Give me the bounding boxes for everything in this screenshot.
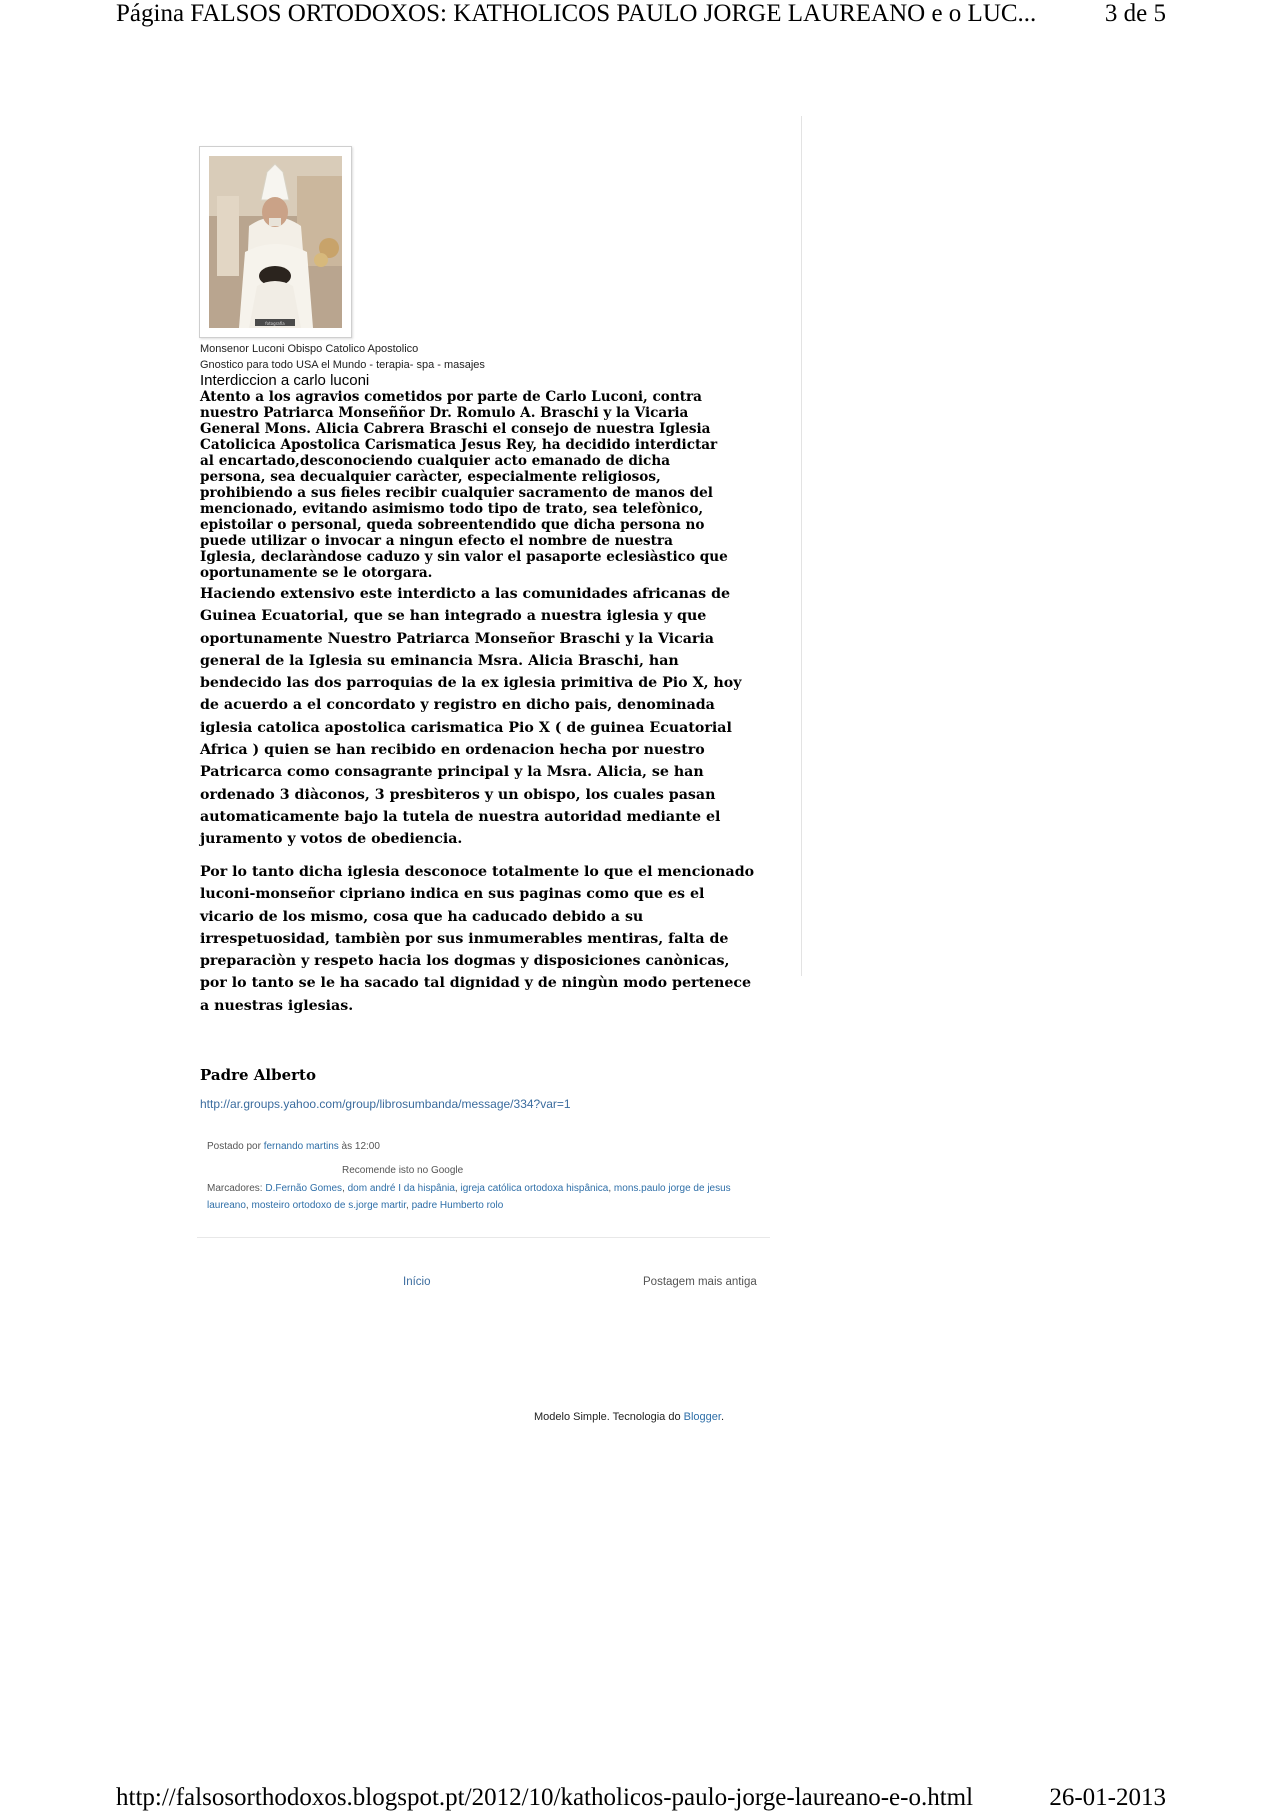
paragraph-line: iglesia catolica apostolica carismatica Pio X ( de guinea Ecuatorial — [200, 719, 732, 736]
label-link[interactable]: mons.paulo jorge de jesus laureano — [207, 1183, 731, 1211]
paragraph-line: bendecido las dos parroquias de la ex iglesia primitiva de Pio X, hoy — [200, 675, 742, 692]
paragraph-line: de acuerdo a el concordato y registro en dicho pais, denominada — [200, 697, 715, 714]
post-byline — [207, 1138, 757, 1155]
paragraph-line: nuestro Patriarca Monseññor Dr. Romulo A. Braschi y la Vicaria — [200, 405, 689, 421]
paragraph-line: al encartado,desconociendo cualquier acto emanado de dicha — [200, 453, 671, 469]
recommend-google[interactable]: Recomende isto no Google — [342, 1165, 464, 1176]
home-link[interactable]: Início — [403, 1276, 431, 1288]
paragraph-line: automaticamente bajo la tutela de nuestra autoridad mediante el — [200, 808, 721, 825]
caption-line-1: Monsenor Luconi Obispo Catolico Apostolico — [200, 343, 419, 355]
older-post-link[interactable]: Postagem mais antiga — [643, 1276, 757, 1288]
paragraph-line: puede utilizar o invocar a ningun efecto el nombre de nuestra — [200, 533, 673, 549]
post-divider — [197, 1237, 770, 1238]
paragraph-line: Guinea Ecuatorial, que se han integrado a nuestra iglesia y que — [200, 608, 707, 625]
paragraph-line: vicario de los mismo, cosa que ha caducado debido a su — [200, 908, 644, 925]
column-divider — [801, 116, 802, 976]
paragraph-line: por lo tanto se le ha sacado tal dignidad y de ningùn modo pertenece — [200, 975, 752, 992]
signature: Padre Alberto — [200, 1066, 316, 1084]
footer-period: . — [720, 1411, 724, 1423]
time-prefix: às — [341, 1141, 353, 1152]
paragraph-line: luconi-monseñor cipriano indica en sus paginas como que es el — [200, 886, 705, 903]
article-paragraph-2 — [200, 583, 770, 851]
page-url: http://falsosorthodoxos.blogspot.pt/2012/10/katholicos-paulo-jorge-laureano-e-o.html — [116, 1784, 974, 1811]
paragraph-line: mencionado, evitando asimismo todo tipo de trato, sea telefònico, — [200, 501, 704, 517]
paragraph-line: epistoilar o personal, queda sobreentendido que dicha persona no — [200, 517, 705, 533]
paragraph-line: oportunamente Nuestro Patriarca Monseñor Braschi y la Vicaria — [200, 630, 714, 647]
blogger-link[interactable]: Blogger — [683, 1411, 721, 1423]
paragraph-line: Patricarca como consagrante principal y la Msra. Alicia, se han — [200, 764, 704, 781]
paragraph-line: irrespetuosidad, tambièn por sus inmumerables mentiras, falta de — [200, 930, 729, 947]
post-labels: Marcadores: D.Fernão Gomes, dom andré I da hispânia, igreja católica ortodoxa hispânica, mons.paulo jorge de jesus laureano, mosteiro ortodoxo de s.jorge martir, padre Humberto rolo — [207, 1183, 731, 1211]
caption-line-2: Gnostico para todo USA el Mundo - terapia- spa - masajes — [200, 359, 485, 371]
paragraph-line: general de la Iglesia su eminancia Msra. Alicia Braschi, han — [200, 652, 679, 669]
author-link[interactable]: fernando martins — [263, 1141, 339, 1152]
label-link[interactable]: mosteiro ortodoxo de s.jorge martir — [251, 1200, 406, 1211]
print-date: 26-01-2013 — [1049, 1784, 1166, 1811]
paragraph-line: Iglesia, declaràndose caduzo y sin valor el pasaporte eclesiàstico que — [200, 549, 728, 565]
paragraph-line: ordenado 3 diàconos, 3 presbìteros y un obispo, los cuales pasan — [200, 786, 716, 803]
label-link[interactable]: D.Fernão Gomes — [265, 1183, 343, 1194]
labels-prefix: Marcadores: — [207, 1183, 263, 1194]
paragraph-line: Haciendo extensivo este interdicto a las comunidades africanas de — [200, 586, 731, 602]
paragraph-line: General Mons. Alicia Cabrera Braschi el consejo de nuestra Iglesia — [200, 421, 711, 437]
label-link[interactable]: padre Humberto rolo — [411, 1200, 504, 1211]
paragraph-line: Catolicica Apostolica Carismatica Jesus Rey, ha decidido interdictar — [200, 437, 718, 453]
post-title: Interdiccion a carlo luconi — [200, 372, 370, 389]
blogger-attribution — [534, 1411, 724, 1423]
photo-badge: fotografia — [265, 321, 285, 326]
paragraph-line: oportunamente se le otorgara. — [200, 565, 433, 581]
paragraph-line: Por lo tanto dicha iglesia desconoce totalmente lo que el mencionado — [200, 864, 755, 880]
template-text: Modelo Simple. Tecnologia do — [534, 1411, 681, 1423]
paragraph-line: Africa ) quien se han recibido en ordenacion hecha por nuestro — [200, 742, 705, 759]
paragraph-line: prohibiendo a sus fieles recibir cualquier sacramento de manos del — [200, 485, 713, 501]
print-footer — [116, 1784, 1166, 1812]
print-header — [116, 0, 1166, 28]
paragraph-line: Atento a los agravios cometidos por parte de Carlo Luconi, contra — [200, 389, 702, 405]
page-title: Página FALSOS ORTODOXOS: KATHOLICOS PAULO JORGE LAUREANO e o LUC... — [116, 0, 1037, 27]
posted-by-label: Postado por — [207, 1141, 261, 1152]
post-photo[interactable] — [199, 146, 352, 338]
paragraph-line: preparaciòn y respeto hacia los dogmas y disposiciones canònicas, — [200, 953, 730, 970]
label-link[interactable]: dom andré I da hispânia — [347, 1183, 455, 1194]
paragraph-line: a nuestras iglesias. — [200, 997, 354, 1014]
paragraph-line: juramento y votos de obediencia. — [200, 831, 463, 848]
paragraph-line: persona, sea decualquier caràcter, especialmente religiosos, — [200, 469, 661, 485]
article-paragraph-3 — [200, 861, 770, 1017]
source-link[interactable]: http://ar.groups.yahoo.com/group/librosumbanda/message/334?var=1 — [200, 1097, 571, 1111]
bishop-photo — [209, 156, 342, 328]
article-paragraph-1 — [200, 389, 770, 581]
page-counter: 3 de 5 — [1104, 0, 1166, 27]
label-link[interactable]: igreja católica ortodoxa hispânica — [460, 1183, 609, 1194]
post-time-link[interactable]: 12:00 — [354, 1141, 380, 1152]
